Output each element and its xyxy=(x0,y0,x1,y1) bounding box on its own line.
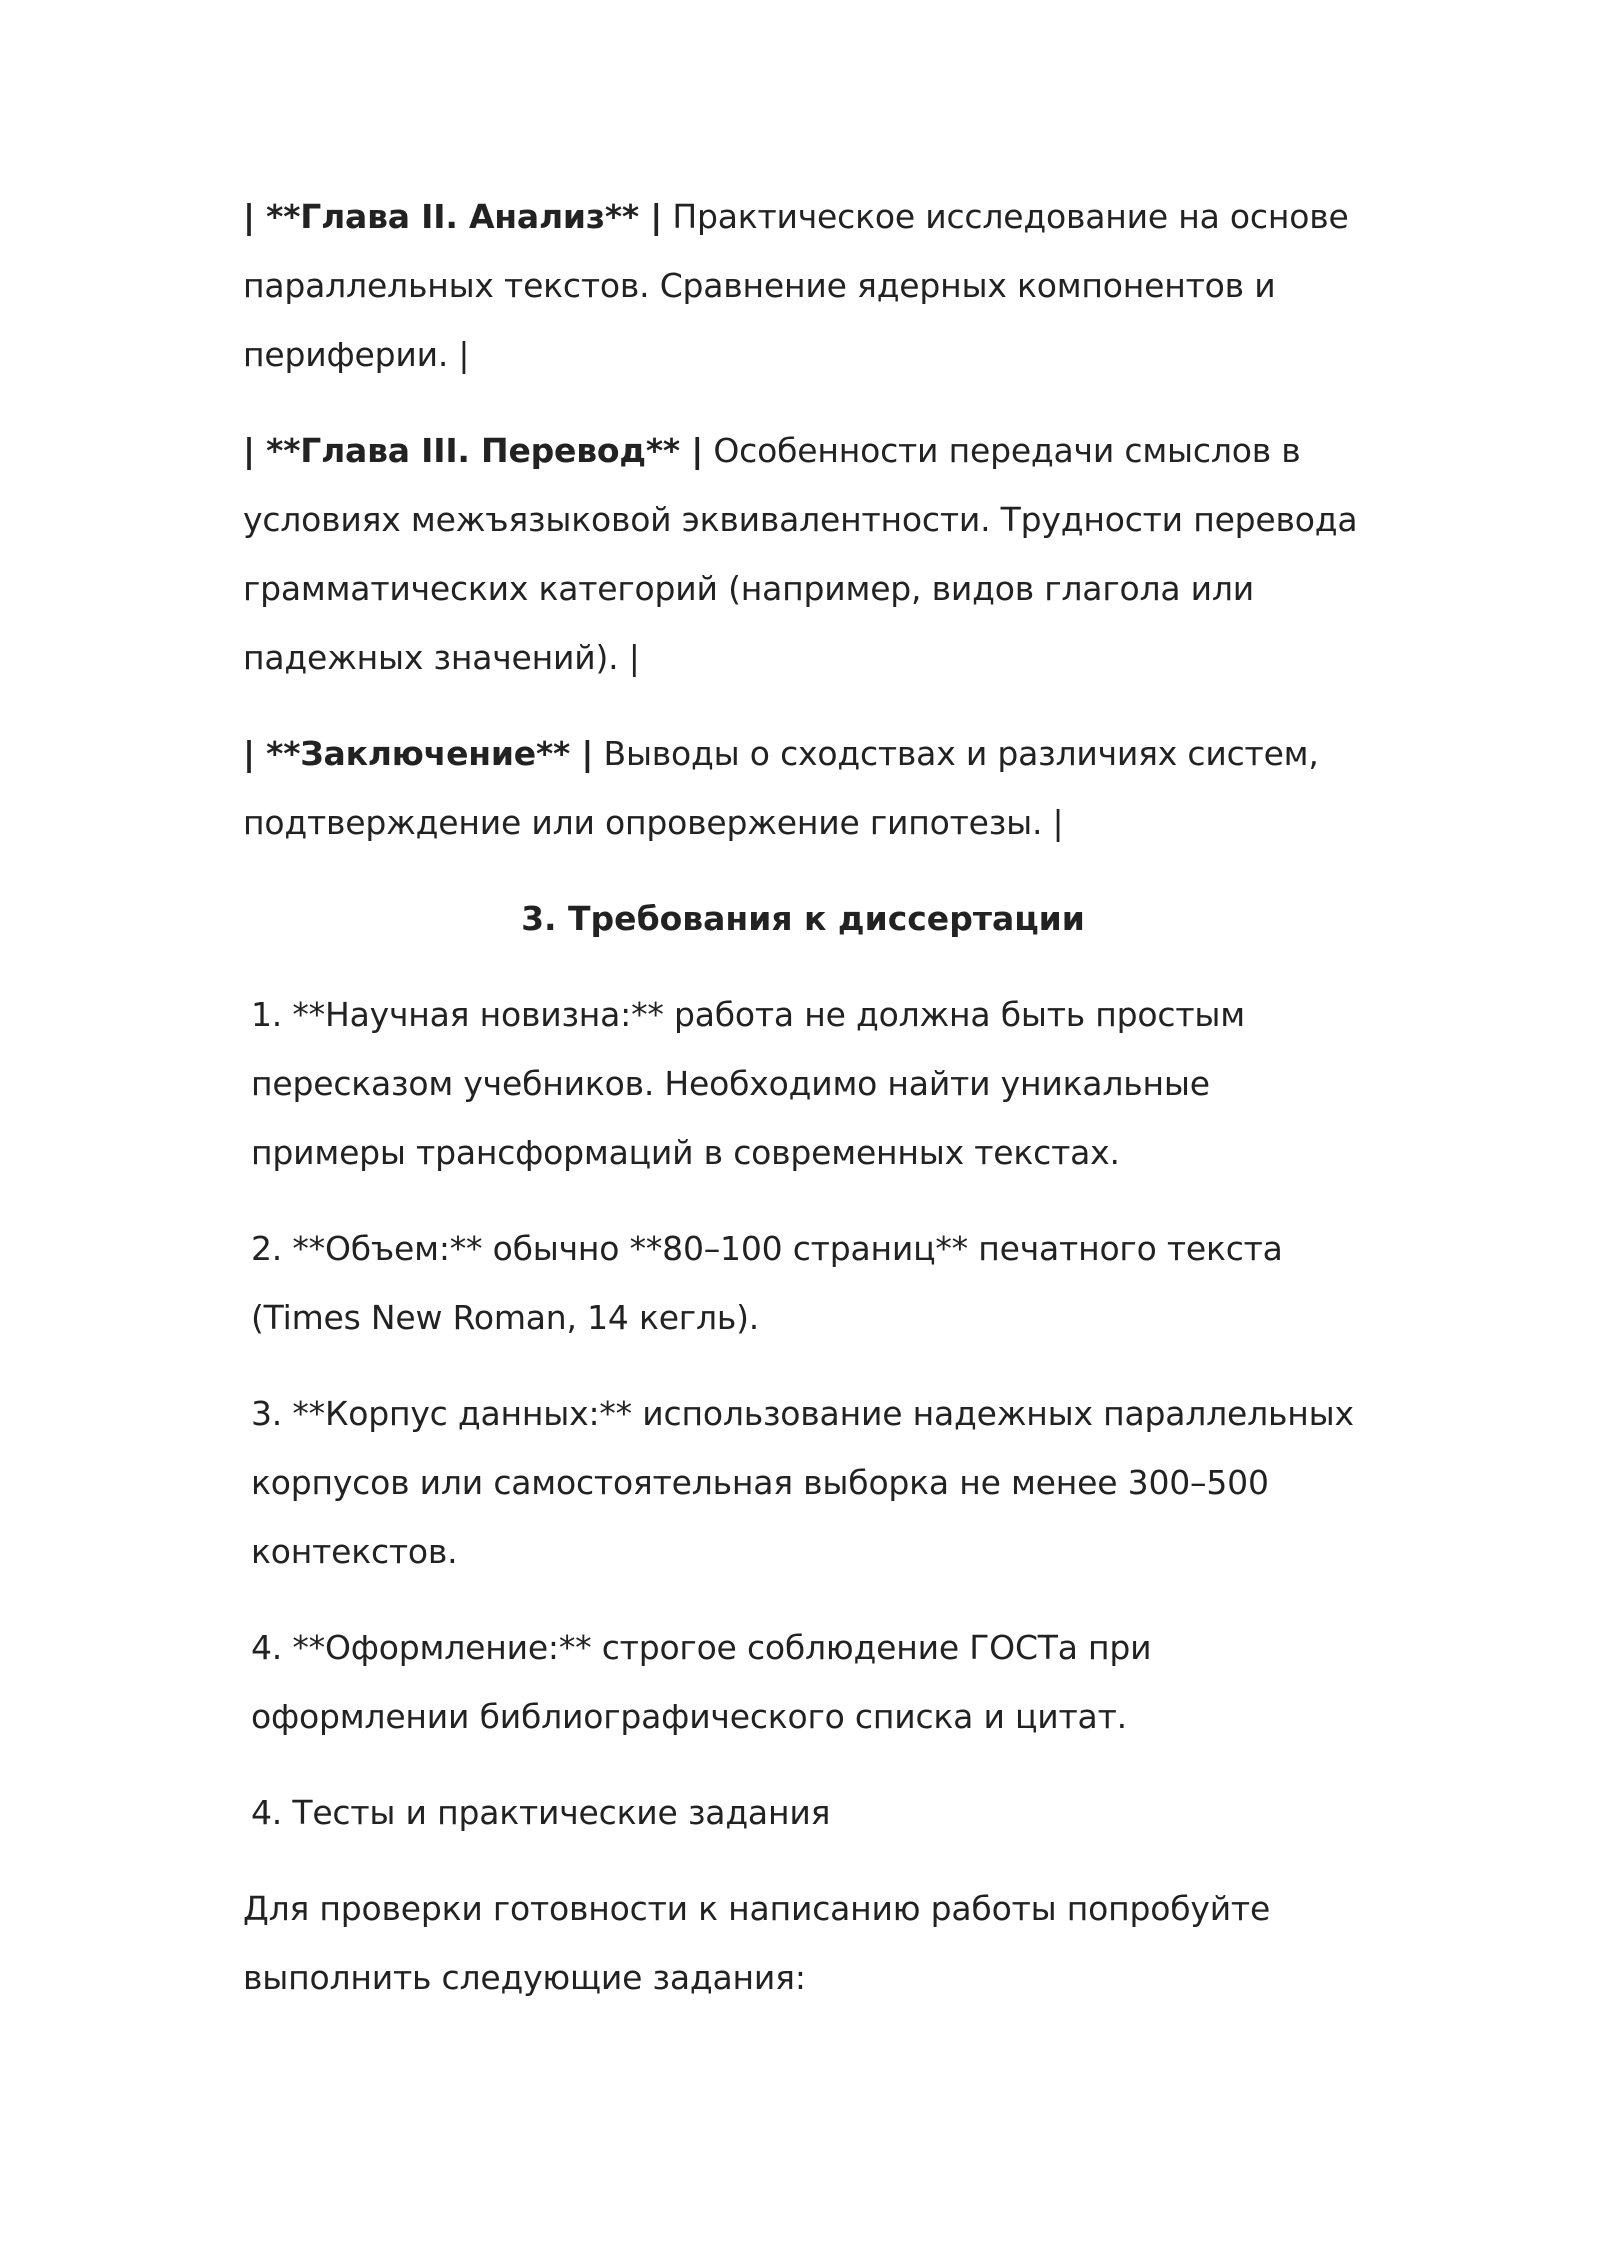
row-text: Особенности передачи смыслов в условиях межъязыковой эквивалентности. Трудности перевода грамматических категорий (например, видов глагола или падежных значений). | xyxy=(243,431,1358,677)
requirement-item-1: 1. **Научная новизна:** работа не должна быть простым пересказом учебников. Необходимо найти уникальные примеры трансформаций в современных текстах. xyxy=(251,995,1245,1172)
section-3-heading: 3. Требования к диссертации xyxy=(521,899,1085,938)
row-label: | **Глава III. Перевод** | xyxy=(243,431,704,470)
requirement-item-2: 2. **Объем:** обычно **80–100 страниц** печатного текста (Times New Roman, 14 кегль). xyxy=(251,1229,1283,1337)
document-page xyxy=(243,182,1363,2039)
row-text: Выводы о сходствах и различиях систем, подтверждение или опровержение гипотезы. | xyxy=(243,734,1319,842)
requirement-item-3: 3. **Корпус данных:** использование надежных параллельных корпусов или самостоятельная выборка не менее 300–500 контекстов. xyxy=(251,1394,1354,1571)
row-label: | **Глава II. Анализ** | xyxy=(243,197,663,236)
table-row-chapter-2 xyxy=(243,182,1363,389)
row-text: Практическое исследование на основе параллельных текстов. Сравнение ядерных компонентов и периферии. | xyxy=(243,197,1349,374)
table-row-conclusion xyxy=(243,719,1363,857)
requirement-item-4: 4. **Оформление:** строгое соблюдение ГОСТа при оформлении библиографического списка и цитат. xyxy=(251,1628,1152,1736)
table-row-chapter-3 xyxy=(243,416,1363,692)
section-4-intro: Для проверки готовности к написанию работы попробуйте выполнить следующие задания: xyxy=(243,1889,1271,1997)
row-label: | **Заключение** | xyxy=(243,734,594,773)
section-4-heading: 4. Тесты и практические задания xyxy=(251,1793,831,1832)
